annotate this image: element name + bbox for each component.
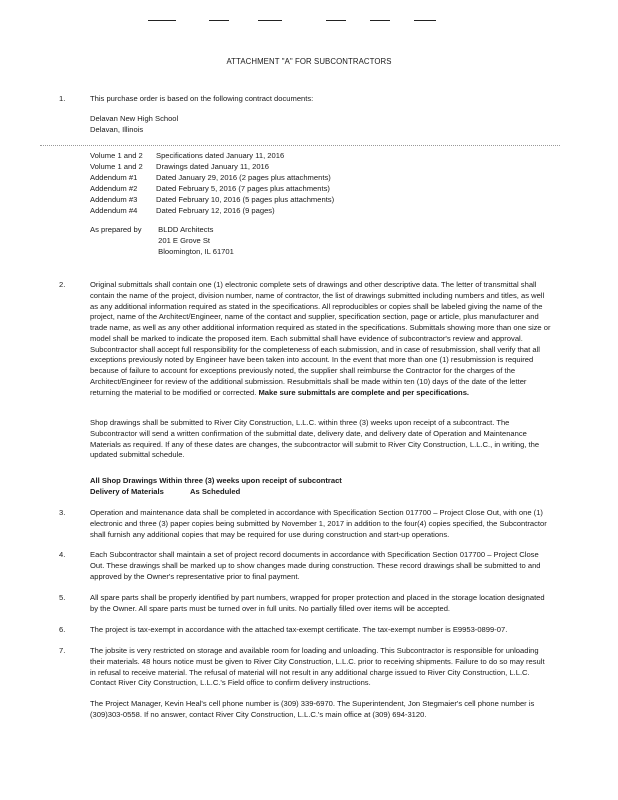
item-number: 6. [59,625,66,634]
architect-address [158,225,234,257]
schedule-line: All Shop Drawings Within three (3) weeks upon receipt of subcontract [90,476,342,485]
item-number: 7. [59,646,66,655]
architect-city: Bloomington, IL 61701 [158,246,234,256]
schedule-row [90,487,240,498]
tax-exempt-paragraph: The project is tax-exempt in accordance with the attached tax-exempt certificate. The tax-exempt number is E9953-0899-07. [90,625,508,634]
header-rule [414,20,436,21]
item-number: 3. [59,508,66,517]
header-rule [258,20,282,21]
record-documents-paragraph: Each Subcontractor shall maintain a set of project record documents in accordance with Specification Section 017700 – Project Close Out. These drawings shall be marked up to show changes made during construction. These record drawings shall be submitted to and approved by the Owner's representative prior to final payment. [90,550,541,581]
document-text: Dated February 12, 2016 (9 pages) [156,206,275,215]
document-label: Addendum #1 [90,173,138,182]
document-text: Specifications dated January 11, 2016 [156,151,285,160]
document-text: Drawings dated January 11, 2016 [156,162,269,171]
header-rule [148,20,176,21]
om-data-paragraph: Operation and maintenance data shall be completed in accordance with Specification Section 017700 – Project Close Out, with one (1) electronic and three (3) paper copies being submitted by November 1, 2017 in addition to the four(4) copies specified, the Subcontractor shall furnish any additional copies that may be required for use during construction and start-up operations. [90,508,547,539]
document-row [90,184,330,195]
project-location: Delavan, Illinois [90,125,144,134]
spare-parts-paragraph: All spare parts shall be properly identified by part numbers, wrapped for proper protection and placed in the storage location designated by the Owner. All spare parts must be turned over in full units. No partially filled over items will be accepted. [90,593,545,613]
document-row [90,162,269,173]
submittals-emphasis: Make sure submittals are complete and per specifications. [258,387,470,397]
schedule-label: Delivery of Materials [90,487,164,496]
document-text: Dated February 10, 2016 (5 pages plus attachments) [156,195,335,204]
document-row [90,173,331,184]
header-rule [370,20,390,21]
shop-drawings-paragraph: Shop drawings shall be submitted to River City Construction, L.L.C. within three (3) weeks upon receipt of a subcontract. The Subcontractor will send a written confirmation of the submittal date, delivery date, and delivery date of Operation and Maintenance Materials as required. If any of these dates are changes, the subcontractor will submit to River City Construction, L.L.C., in writing, the updated submittal schedule. [90,418,540,460]
document-label: Addendum #3 [90,195,138,204]
document-row [90,151,284,162]
jobsite-paragraph: The jobsite is very restricted on storage and available room for loading and unloading. This Subcontractor is responsible for unloading their materials. 48 hours notice must be given to River City Construction, L.L.C. prior to receiving shipments. Failure to do so may result in refusal to receive material. The refusal of material will not result in any additional charge issued to River City Construction, L.L.C. Contact River City Construction, L.L.C.'s Field office to confirm delivery instructions. [90,646,545,688]
project-name: Delavan New High School [90,114,179,123]
header-rule [209,20,229,21]
page-title: ATTACHMENT "A" FOR SUBCONTRACTORS [226,57,392,66]
item-number: 5. [59,593,66,602]
prepared-by [90,225,234,257]
prepared-label: As prepared by [90,225,142,234]
item-number: 4. [59,550,66,559]
contacts-paragraph: The Project Manager, Kevin Heal's cell phone number is (309) 339-6970. The Superintendent, Jon Stegmaier's cell phone number is (309)303-0558. If no answer, contact River City Construction, L.L.C.'s main office at (309) 694-3120. [90,699,535,719]
document-row [90,206,275,217]
architect-name: BLDD Architects [158,225,214,234]
document-label: Volume 1 and 2 [90,151,143,160]
document-row [90,195,334,206]
document-label: Volume 1 and 2 [90,162,143,171]
item-number: 2. [59,280,66,289]
header-rule [326,20,346,21]
submittals-text: Original submittals shall contain one (1) electronic complete sets of drawings and other descriptive data. The letter of transmittal shall contain the name of the project, division number, name of contractor, the list of drawings submitted including numbers and titles, as well as any additional information required as stated in the specifications. All reproducibles or copies shall be labeled giving the name of the project, name of the Architect/Engineer, name of the contact and supplier, specification section, page or article, plus manufacturer and trade name, as well as any other additional information required as stated in the specifications. Submittals showing more than one size or model shall be marked to indicate the proposed item. Each submittal shall have evidence of subcontractor's review and approval. Subcontractor shall accept full responsibility for the completeness of each submission, and in case of resubmission, shall verify that all exceptions previously noted by Engineer have been taken into account. In the event that more than one (1) resubmission is required because of failure to account for exceptions previously noted, the supplier shall reimburse the Contractor for the charges of the Architect/Engineer for review of the additional submission. Resubmittals shall be made within ten (10) days of the date of the letter returning the material to be modified or corrected. [90,280,551,397]
document-label: Addendum #4 [90,206,138,215]
document-label: Addendum #2 [90,184,138,193]
document-text: Dated January 29, 2016 (2 pages plus attachments) [156,173,331,182]
item1-intro: This purchase order is based on the following contract documents: [90,94,314,103]
item-number: 1. [59,94,66,103]
scan-rule [40,145,560,146]
document-text: Dated February 5, 2016 (7 pages plus attachments) [156,184,330,193]
submittals-paragraph [90,280,552,399]
schedule-value: As Scheduled [190,487,241,496]
architect-street: 201 E Grove St [158,235,211,245]
